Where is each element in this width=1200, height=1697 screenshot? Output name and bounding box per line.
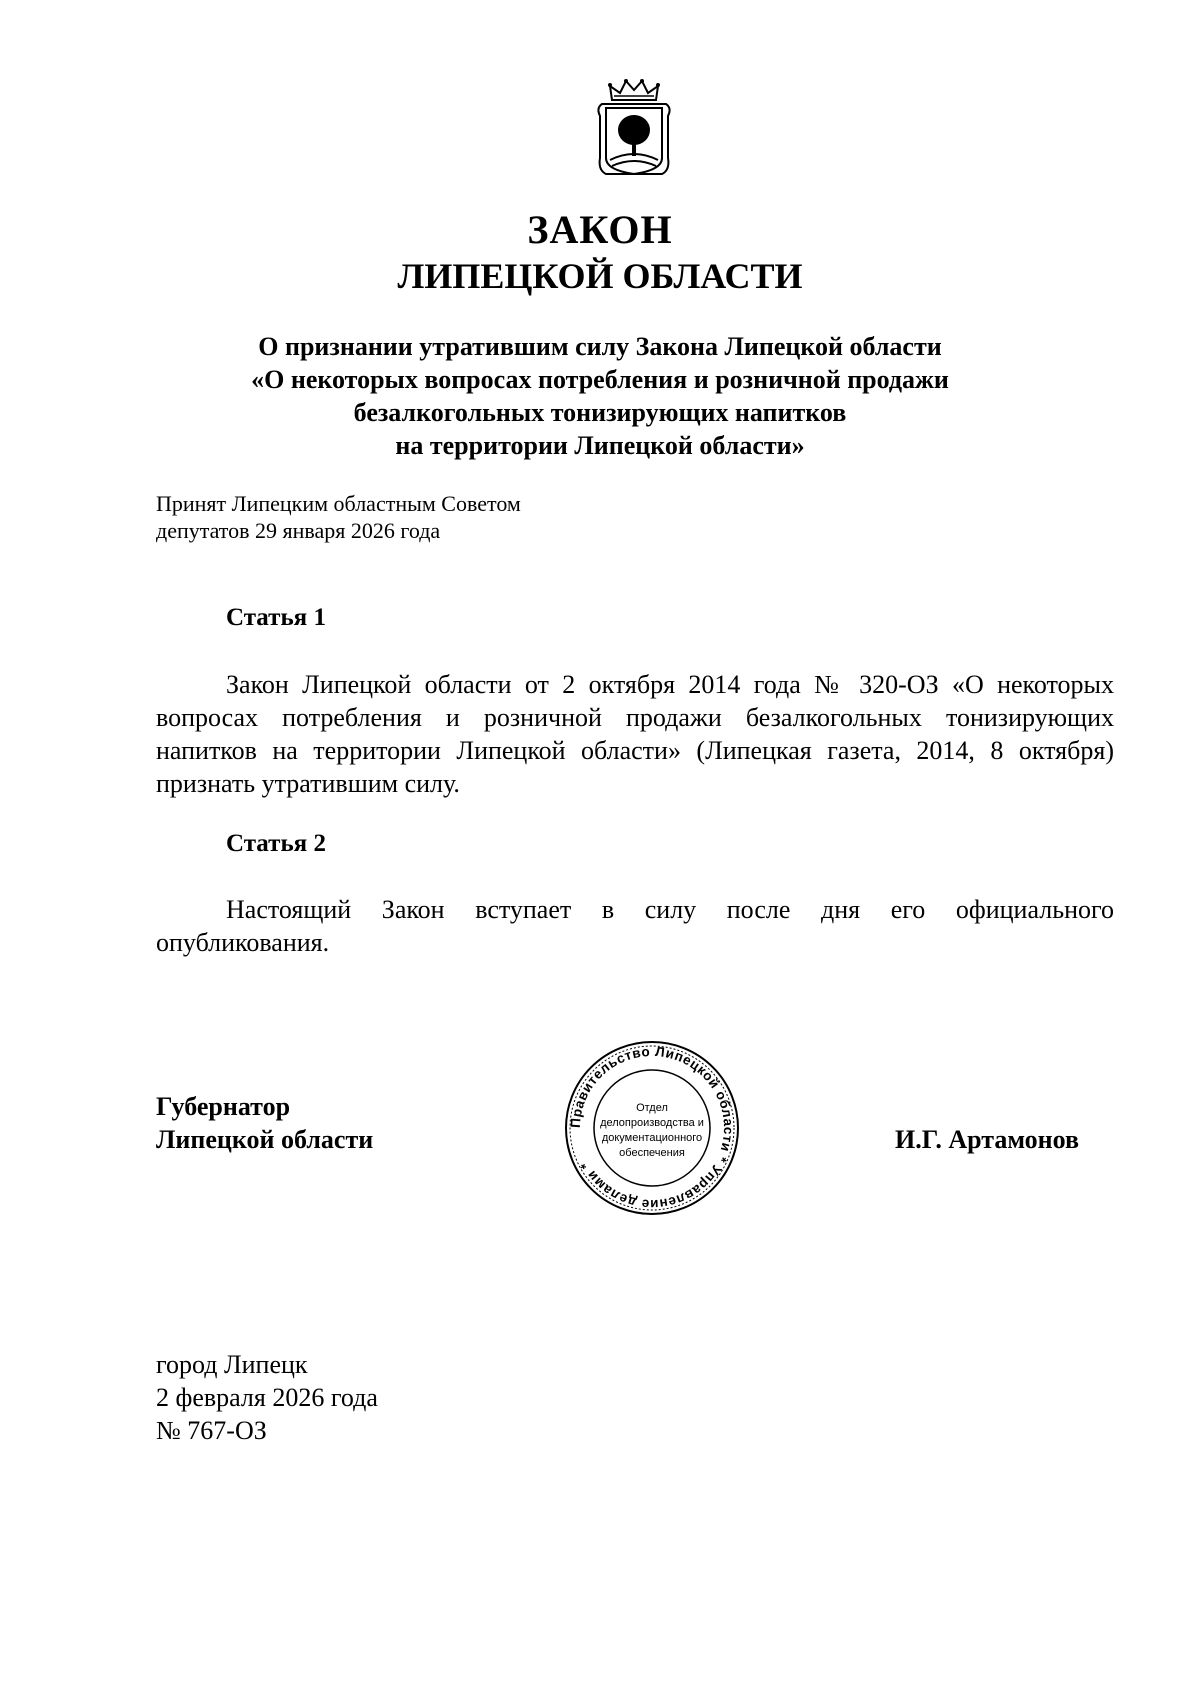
seal-inner-line: документационного — [601, 1132, 703, 1144]
adoption-line: Принят Липецким областным Советом — [156, 491, 521, 516]
subject-line: «О некоторых вопросах потребления и розничной продажи — [251, 365, 949, 394]
document-type-title: ЗАКОН — [527, 207, 673, 252]
document-region-title: ЛИПЕЦКОЙ ОБЛАСТИ — [397, 256, 803, 296]
seal-outer-text: Правительство Липецкой области * Управление делами * — [567, 1043, 737, 1213]
position-line: Липецкой области — [156, 1125, 374, 1154]
seal-inner-line: Отдел — [636, 1102, 668, 1114]
position-line: Губернатор — [156, 1092, 291, 1121]
footer-city: город Липецк — [156, 1350, 308, 1379]
text-line: напитков на территории Липецкой области» (Липецкая газета, 2014, 8 октября) — [156, 736, 1114, 765]
signatory-position — [156, 1090, 373, 1156]
text-line: Настоящий Закон вступает в силу после дня его официального — [226, 895, 1114, 924]
subject-line: на территории Липецкой области» — [395, 431, 805, 460]
article-2-text — [156, 893, 1114, 959]
subject-line: О признании утратившим силу Закона Липецкой области — [258, 332, 942, 361]
seal-inner-line: делопроизводства и — [600, 1117, 704, 1129]
adoption-note — [156, 490, 521, 544]
article-1-heading: Статья 1 — [226, 604, 326, 631]
article-1-text — [156, 668, 1114, 800]
subject-line: безалкогольных тонизирующих напитков — [353, 398, 847, 427]
signatory-name: И.Г. Артамонов — [895, 1125, 1080, 1154]
coat-of-arms-icon — [592, 78, 676, 182]
text-line: Закон Липецкой области от 2 октября 2014 года № 320-ОЗ «О некоторых — [226, 670, 1114, 699]
official-seal-stamp — [564, 1040, 740, 1216]
adoption-line: депутатов 29 января 2026 года — [156, 518, 441, 543]
text-line: признать утратившим силу. — [156, 769, 460, 798]
footer-number: № 767-ОЗ — [156, 1416, 267, 1445]
document-footer — [156, 1348, 378, 1447]
text-line: опубликования. — [156, 928, 330, 957]
article-2-heading: Статья 2 — [226, 830, 326, 857]
seal-inner-line: обеспечения — [619, 1147, 685, 1159]
law-subject-title — [0, 330, 1200, 462]
text-line: вопросах потребления и розничной продажи безалкогольных тонизирующих — [156, 703, 1114, 732]
footer-date: 2 февраля 2026 года — [156, 1383, 378, 1412]
